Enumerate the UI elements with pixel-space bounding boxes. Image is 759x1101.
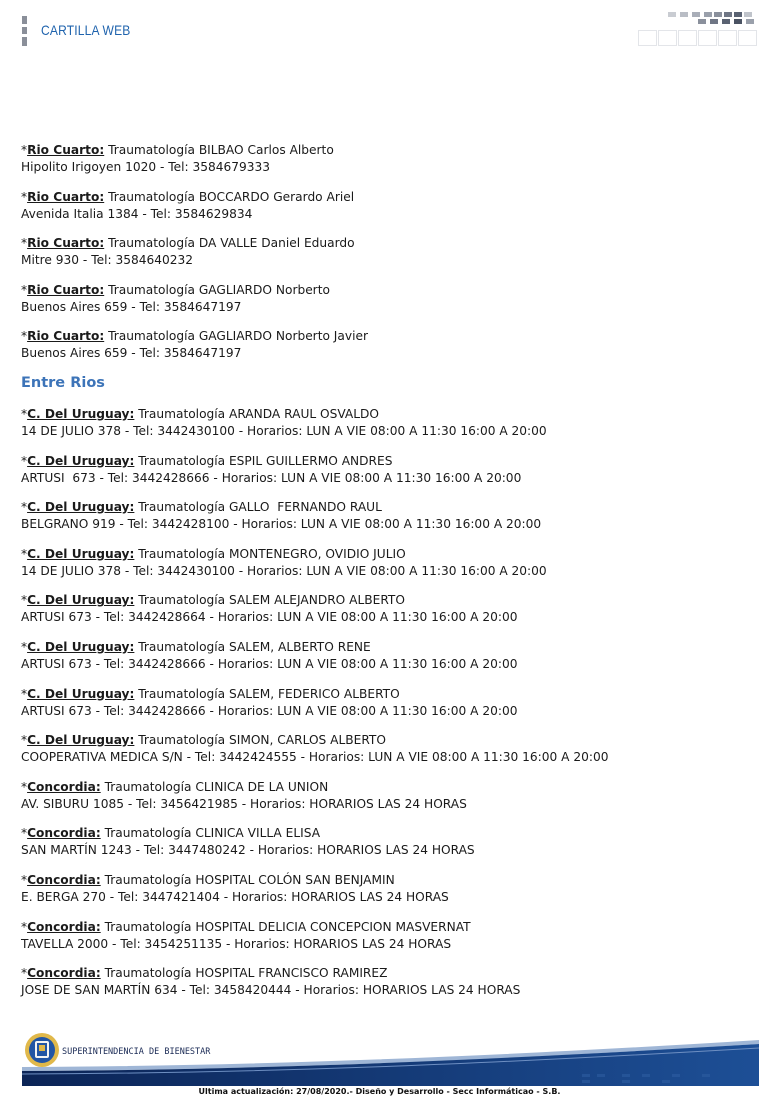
city-label: C. Del Uruguay: — [27, 593, 135, 608]
city-label: C. Del Uruguay: — [27, 500, 135, 515]
city-label: Rio Cuarto: — [27, 189, 105, 204]
provider-name: Traumatología CLINICA DE LA UNION — [100, 779, 329, 794]
list-item: *Concordia: Traumatología CLINICA DE LA UNION AV. SIBURU 1085 - Tel: 3456421985 - Horarios: HORARIOS LAS 24 HORAS — [21, 779, 467, 811]
city-label: Rio Cuarto: — [27, 143, 105, 157]
provider-name: Traumatología HOSPITAL COLÓN SAN BENJAMIN — [100, 872, 395, 887]
provider-name: Traumatología DA VALLE Daniel Eduardo — [104, 236, 355, 251]
provider-address: E. BERGA 270 - Tel: 3447421404 - Horarios: HORARIOS LAS 24 HORAS — [21, 889, 449, 904]
page-title: CARTILLA WEB — [41, 22, 131, 38]
provider-address: ARTUSI 673 - Tel: 3442428666 - Horarios: LUN A VIE 08:00 A 11:30 16:00 A 20:00 — [21, 656, 518, 671]
list-item: *C. Del Uruguay: Traumatología SALEM, ALBERTO RENE ARTUSI 673 - Tel: 3442428666 - Horarios: LUN A VIE 08:00 A 11:30 16:00 A 20:00 — [21, 639, 518, 671]
provider-name: Traumatología GAGLIARDO Norberto Javier — [104, 329, 368, 344]
list-item: *C. Del Uruguay: Traumatología ESPIL GUILLERMO ANDRES ARTUSI 673 - Tel: 3442428666 - Horarios: LUN A VIE 08:00 A 11:30 16:00 A 20:00 — [21, 453, 522, 485]
city-label: Rio Cuarto: — [27, 282, 105, 297]
province-heading: Entre Rios — [21, 374, 105, 391]
provider-address: ARTUSI 673 - Tel: 3442428666 - Horarios: LUN A VIE 08:00 A 11:30 16:00 A 20:00 — [21, 470, 522, 485]
city-label: Concordia: — [27, 826, 101, 841]
provider-address: Buenos Aires 659 - Tel: 3584647197 — [21, 299, 242, 314]
city-label: C. Del Uruguay: — [27, 639, 135, 654]
page-footer — [22, 1030, 759, 1090]
provider-name: Traumatología HOSPITAL DELICIA CONCEPCION MASVERNAT — [100, 919, 471, 934]
list-item: *Concordia: Traumatología HOSPITAL DELICIA CONCEPCION MASVERNAT TAVELLA 2000 - Tel: 3454251135 - Horarios: HORARIOS LAS 24 HORAS — [21, 919, 471, 951]
city-label: Rio Cuarto: — [27, 236, 105, 251]
provider-list — [21, 142, 741, 1012]
provider-address: 14 DE JULIO 378 - Tel: 3442430100 - Horarios: LUN A VIE 08:00 A 11:30 16:00 A 20:00 — [21, 563, 547, 578]
city-label: Concordia: — [27, 872, 101, 887]
city-label: C. Del Uruguay: — [27, 406, 135, 421]
list-item: *C. Del Uruguay: Traumatología ARANDA RAUL OSVALDO 14 DE JULIO 378 - Tel: 3442430100 - Horarios: LUN A VIE 08:00 A 11:30 16:00 A 20:00 — [21, 406, 547, 438]
provider-address: 14 DE JULIO 378 - Tel: 3442430100 - Horarios: LUN A VIE 08:00 A 11:30 16:00 A 20:00 — [21, 423, 547, 438]
entre-rios-list — [21, 406, 741, 999]
provider-address: AV. SIBURU 1085 - Tel: 3456421985 - Horarios: HORARIOS LAS 24 HORAS — [21, 796, 467, 811]
provider-address: Avenida Italia 1384 - Tel: 3584629834 — [21, 206, 253, 221]
list-item: *Concordia: Traumatología CLINICA VILLA ELISA SAN MARTÍN 1243 - Tel: 3447480242 - Horarios: HORARIOS LAS 24 HORAS — [21, 826, 475, 858]
list-item: *C. Del Uruguay: Traumatología SALEM, FEDERICO ALBERTO ARTUSI 673 - Tel: 3442428666 - Horarios: LUN A VIE 08:00 A 11:30 16:00 A 20:00 — [21, 686, 518, 718]
pixel-grid-decoration-icon — [638, 12, 758, 48]
list-item: *Rio Cuarto: Traumatología BILBAO Carlos Alberto Hipolito Irigoyen 1020 - Tel: 3584679333 — [21, 143, 334, 174]
provider-address: ARTUSI 673 - Tel: 3442428664 - Horarios: LUN A VIE 08:00 A 11:30 16:00 A 20:00 — [21, 610, 518, 625]
list-item: *Rio Cuarto: Traumatología DA VALLE Daniel Eduardo Mitre 930 - Tel: 3584640232 — [21, 236, 355, 268]
provider-name: Traumatología SALEM ALEJANDRO ALBERTO — [134, 593, 405, 608]
provider-address: SAN MARTÍN 1243 - Tel: 3447480242 - Horarios: HORARIOS LAS 24 HORAS — [21, 843, 475, 858]
provider-name: Traumatología MONTENEGRO, OVIDIO JULIO — [134, 546, 406, 561]
list-item: *Rio Cuarto: Traumatología GAGLIARDO Norberto Buenos Aires 659 - Tel: 3584647197 — [21, 282, 330, 314]
list-item: *C. Del Uruguay: Traumatología GALLO FERNANDO RAUL BELGRANO 919 - Tel: 3442428100 - Horarios: LUN A VIE 08:00 A 11:30 16:00 A 20:00 — [21, 500, 542, 532]
city-label: Concordia: — [27, 779, 101, 794]
list-item: *Concordia: Traumatología HOSPITAL COLÓN SAN BENJAMIN E. BERGA 270 - Tel: 3447421404 - Horarios: HORARIOS LAS 24 HORAS — [21, 872, 449, 904]
provider-name: Traumatología GALLO FERNANDO RAUL — [134, 500, 382, 515]
provider-name: Traumatología SALEM, ALBERTO RENE — [134, 639, 371, 654]
list-item: *Rio Cuarto: Traumatología GAGLIARDO Norberto Javier Buenos Aires 659 - Tel: 3584647197 — [21, 329, 368, 361]
list-item: *Concordia: Traumatología HOSPITAL FRANCISCO RAMIREZ JOSE DE SAN MARTÍN 634 - Tel: 3458420444 - Horarios: HORARIOS LAS 24 HORAS — [21, 966, 521, 998]
provider-name: Traumatología SALEM, FEDERICO ALBERTO — [134, 686, 400, 701]
provider-name: Traumatología SIMON, CARLOS ALBERTO — [134, 733, 386, 748]
city-label: Concordia: — [27, 919, 101, 934]
provider-address: TAVELLA 2000 - Tel: 3454251135 - Horarios: HORARIOS LAS 24 HORAS — [21, 936, 452, 951]
rio-cuarto-list — [21, 142, 741, 362]
list-item: *Rio Cuarto: Traumatología BOCCARDO Gerardo Ariel Avenida Italia 1384 - Tel: 3584629834 — [21, 189, 355, 221]
city-label: C. Del Uruguay: — [27, 453, 135, 468]
list-item: *C. Del Uruguay: Traumatología SALEM ALEJANDRO ALBERTO ARTUSI 673 - Tel: 3442428664 - Horarios: LUN A VIE 08:00 A 11:30 16:00 A 20:00 — [21, 593, 518, 625]
provider-address: Hipolito Irigoyen 1020 - Tel: 3584679333 — [21, 160, 271, 174]
city-label: Concordia: — [27, 966, 101, 981]
footer-update-note: Ultima actualización: 27/08/2020.- Diseño y Desarrollo - Secc Informáticao - S.B. — [198, 1087, 561, 1096]
provider-address: Mitre 930 - Tel: 3584640232 — [21, 253, 193, 268]
list-item: *C. Del Uruguay: Traumatología MONTENEGRO, OVIDIO JULIO 14 DE JULIO 378 - Tel: 3442430100 - Horarios: LUN A VIE 08:00 A 11:30 16:00 A 20:00 — [21, 546, 547, 578]
city-label: Rio Cuarto: — [27, 329, 105, 344]
provider-name: Traumatología CLINICA VILLA ELISA — [100, 826, 321, 841]
city-label: C. Del Uruguay: — [27, 733, 135, 748]
city-label: C. Del Uruguay: — [27, 686, 135, 701]
provider-address: COOPERATIVA MEDICA S/N - Tel: 3442424555 - Horarios: LUN A VIE 08:00 A 11:30 16:00 A 20:00 — [21, 750, 609, 765]
header-bar-icon — [22, 16, 27, 46]
org-shield-icon — [25, 1033, 59, 1067]
footer-wave-icon — [22, 1030, 759, 1090]
provider-name: Traumatología ESPIL GUILLERMO ANDRES — [134, 453, 393, 468]
list-item: *C. Del Uruguay: Traumatología SIMON, CARLOS ALBERTO COOPERATIVA MEDICA S/N - Tel: 3442424555 - Horarios: LUN A VIE 08:00 A 11:30 16:00 A 20:00 — [21, 733, 609, 765]
provider-address: Buenos Aires 659 - Tel: 3584647197 — [21, 346, 242, 361]
provider-name: Traumatología BILBAO Carlos Alberto — [104, 143, 334, 157]
page-header — [0, 0, 759, 60]
city-label: C. Del Uruguay: — [27, 546, 135, 561]
provider-name: Traumatología BOCCARDO Gerardo Ariel — [104, 189, 355, 204]
provider-name: Traumatología ARANDA RAUL OSVALDO — [134, 406, 380, 421]
provider-address: JOSE DE SAN MARTÍN 634 - Tel: 3458420444 - Horarios: HORARIOS LAS 24 HORAS — [21, 983, 521, 998]
provider-name: Traumatología GAGLIARDO Norberto — [104, 282, 330, 297]
provider-address: ARTUSI 673 - Tel: 3442428666 - Horarios: LUN A VIE 08:00 A 11:30 16:00 A 20:00 — [21, 703, 518, 718]
provider-name: Traumatología HOSPITAL FRANCISCO RAMIREZ — [100, 966, 388, 981]
footer-org-name: SUPERINTENDENCIA DE BIENESTAR — [62, 1047, 211, 1057]
provider-address: BELGRANO 919 - Tel: 3442428100 - Horarios: LUN A VIE 08:00 A 11:30 16:00 A 20:00 — [21, 517, 542, 532]
